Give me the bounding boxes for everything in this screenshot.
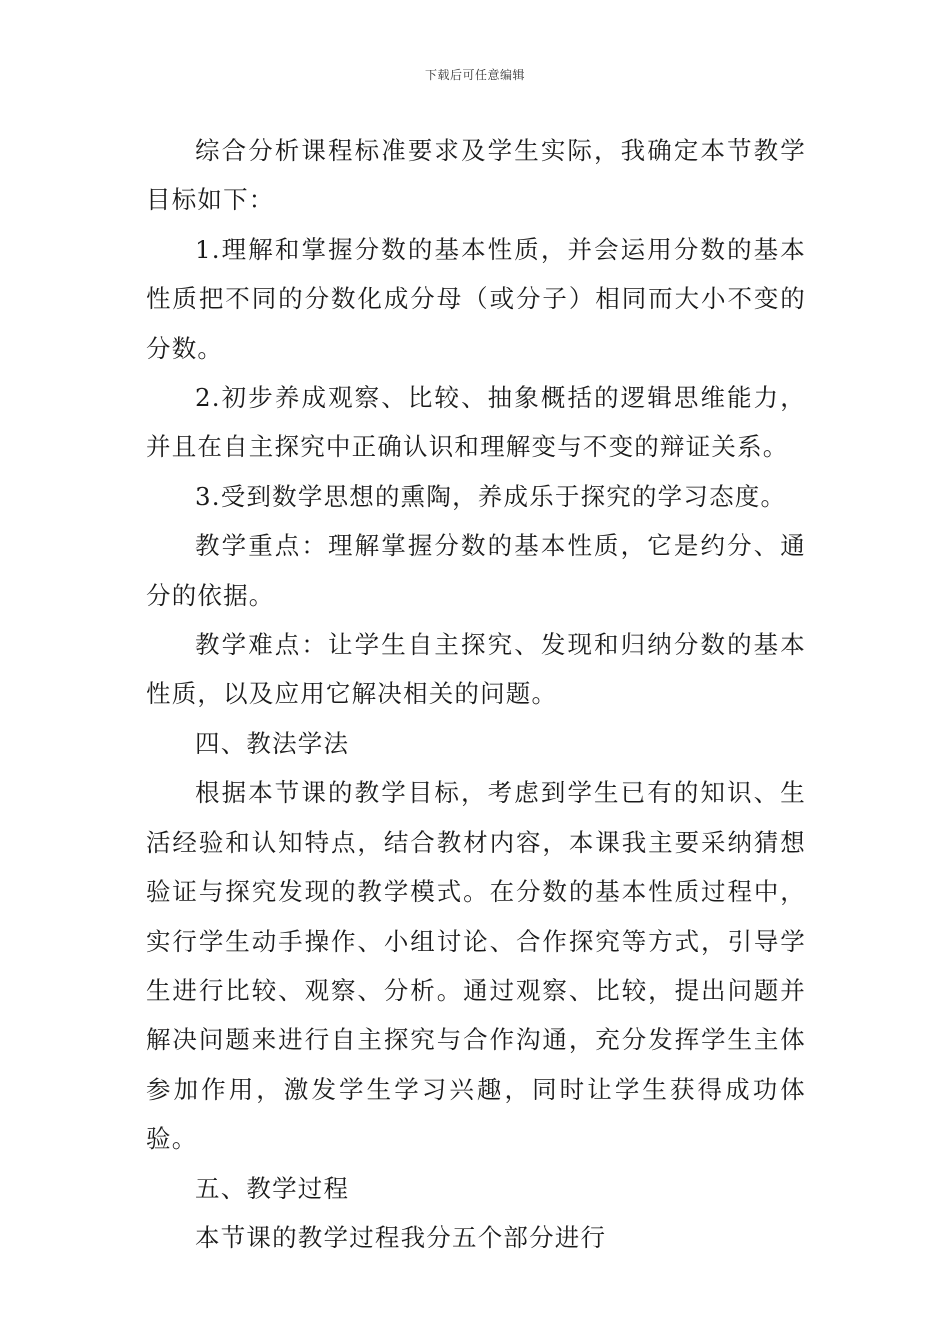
document-body xyxy=(146,126,806,1262)
paragraph-key-point: 教学重点：理解掌握分数的基本性质，它是约分、通分的依据。 xyxy=(146,531,806,610)
paragraph-objective-3: 3.受到数学思想的熏陶，养成乐于探究的学习态度。 xyxy=(195,481,787,511)
paragraph-difficult-point: 教学难点：让学生自主探究、发现和归纳分数的基本性质，以及应用它解决相关的问题。 xyxy=(146,630,806,709)
paragraph-objective-2: 2.初步养成观察、比较、抽象概括的逻辑思维能力，并且在自主探究中正确认识和理解变与不变的辩证关系。 xyxy=(146,383,806,462)
paragraph-teaching-process-intro: 本节课的教学过程我分五个部分进行 xyxy=(195,1222,607,1252)
page-header-note: 下载后可任意编辑 xyxy=(424,68,525,82)
paragraph-objectives-intro: 综合分析课程标准要求及学生实际，我确定本节教学目标如下： xyxy=(146,136,806,215)
paragraph-objective-1: 1.理解和掌握分数的基本性质，并会运用分数的基本性质把不同的分数化成分母（或分子）相同而大小不变的分数。 xyxy=(146,234,806,363)
section-heading-teaching-process: 五、教学过程 xyxy=(195,1173,350,1203)
section-heading-teaching-methods: 四、教法学法 xyxy=(195,728,350,758)
paragraph-teaching-methods: 根据本节课的教学目标，考虑到学生已有的知识、生活经验和认知特点，结合教材内容，本课我主要采纳猜想验证与探究发现的教学模式。在分数的基本性质过程中，实行学生动手操作、小组讨论、合作探究等方式，引导学生进行比较、观察、分析。通过观察、比较，提出问题并解决问题来进行自主探究与合作沟通，充分发挥学生主体参加作用，激发学生学习兴趣，同时让学生获得成功体验。 xyxy=(146,778,806,1154)
